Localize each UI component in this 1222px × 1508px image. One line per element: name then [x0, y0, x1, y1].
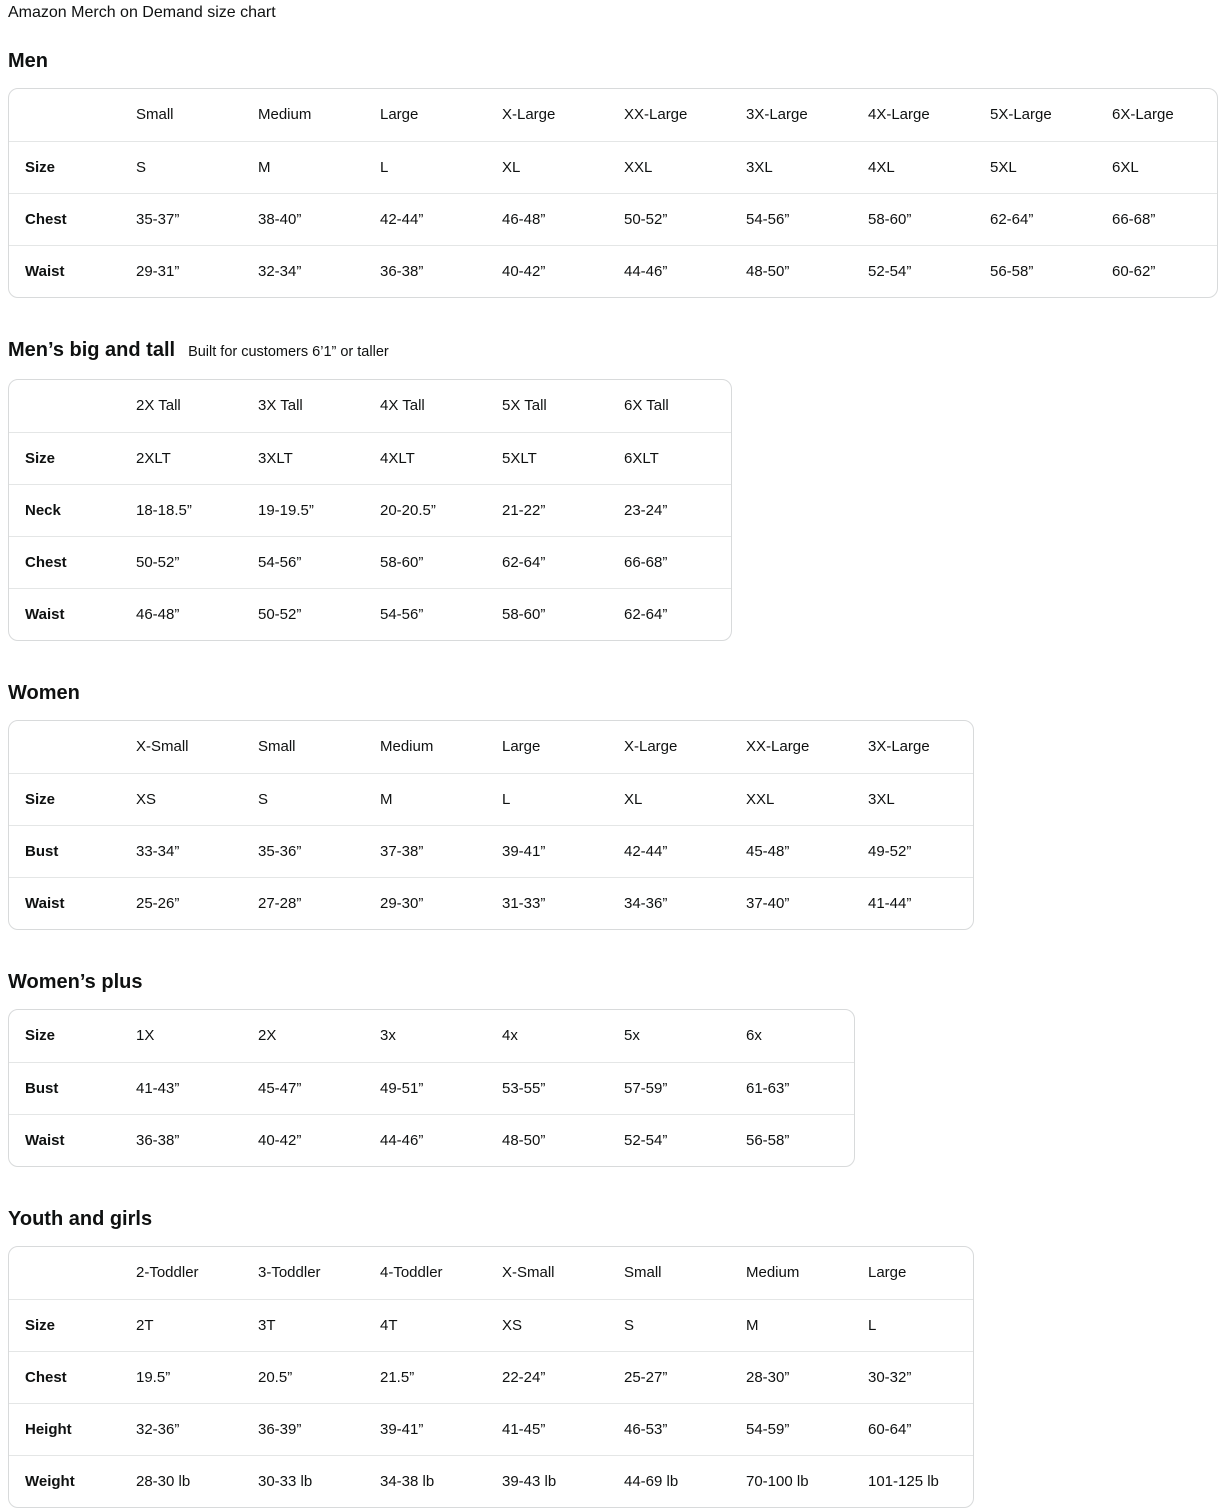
data-row — [9, 141, 1217, 193]
data-row — [9, 245, 1217, 297]
size-value: 20.5” — [258, 1351, 380, 1403]
row-label: Waist — [9, 1114, 136, 1166]
size-value: 54-56” — [258, 536, 380, 588]
size-value: 1X — [136, 1027, 155, 1045]
data-row — [9, 536, 731, 588]
column-header: Medium — [258, 106, 312, 124]
column-header: Small — [136, 106, 174, 124]
size-value: 60-62” — [1112, 245, 1217, 297]
size-value: 5x — [624, 1027, 640, 1045]
data-row — [9, 825, 973, 877]
size-value: 48-50” — [746, 245, 868, 297]
size-value: 44-46” — [624, 245, 746, 297]
size-value: 31-33” — [502, 877, 624, 929]
size-value: 41-45” — [502, 1403, 624, 1455]
header-row — [9, 380, 731, 432]
data-row — [9, 1062, 854, 1114]
size-value: 25-27” — [624, 1351, 746, 1403]
row-label: Size — [9, 432, 136, 484]
row-label: Size — [9, 141, 136, 193]
data-row — [9, 877, 973, 929]
size-value: 41-43” — [136, 1062, 258, 1114]
section-womens-plus — [8, 971, 1214, 1167]
size-value: 41-44” — [868, 877, 973, 929]
column-header: X-Large — [502, 106, 556, 124]
row-label: Size — [25, 1027, 56, 1045]
column-header: X-Small — [502, 1264, 555, 1282]
size-value: 22-24” — [502, 1351, 624, 1403]
size-value: 19-19.5” — [258, 484, 380, 536]
size-value: 45-47” — [258, 1062, 380, 1114]
row-label: Waist — [9, 588, 136, 640]
section-mens-big-and-tall — [8, 339, 1214, 641]
size-value: 29-31” — [136, 245, 258, 297]
column-header: Medium — [380, 738, 434, 756]
data-row — [9, 1114, 854, 1166]
row-label: Bust — [9, 825, 136, 877]
size-value: 46-53” — [624, 1403, 746, 1455]
size-value: 36-38” — [136, 1114, 258, 1166]
column-header: Large — [380, 106, 419, 124]
data-row — [9, 432, 731, 484]
size-value: 25-26” — [136, 877, 258, 929]
size-value: 19.5” — [136, 1351, 258, 1403]
size-value: 62-64” — [502, 536, 624, 588]
row-label: Waist — [9, 245, 136, 297]
column-header: Small — [258, 738, 296, 756]
size-value: 32-36” — [136, 1403, 258, 1455]
size-value: 3T — [258, 1299, 380, 1351]
size-value: 39-41” — [380, 1403, 502, 1455]
size-value: 36-38” — [380, 245, 502, 297]
size-value: L — [868, 1299, 973, 1351]
row-label: Bust — [9, 1062, 136, 1114]
size-value: 38-40” — [258, 193, 380, 245]
section-men — [8, 50, 1214, 298]
size-value: 3XL — [868, 773, 973, 825]
size-value: 52-54” — [868, 245, 990, 297]
size-value: 6XLT — [624, 432, 731, 484]
column-header: 3X-Large — [746, 106, 808, 124]
size-value: S — [136, 141, 258, 193]
size-value: 34-36” — [624, 877, 746, 929]
column-header: Large — [502, 738, 541, 756]
section-men-title: Men — [8, 50, 48, 72]
size-value: 4XLT — [380, 432, 502, 484]
size-value: 21-22” — [502, 484, 624, 536]
size-value: 27-28” — [258, 877, 380, 929]
data-row — [9, 1299, 973, 1351]
mens-big-and-tall-size-table — [8, 379, 732, 641]
size-value: 28-30” — [746, 1351, 868, 1403]
size-value: 30-32” — [868, 1351, 973, 1403]
corner-cell — [9, 89, 136, 141]
size-value: 52-54” — [624, 1114, 746, 1166]
size-value: 62-64” — [624, 588, 731, 640]
size-value: 54-56” — [746, 193, 868, 245]
column-header: X-Small — [136, 738, 189, 756]
size-value: L — [502, 773, 624, 825]
data-row — [9, 1403, 973, 1455]
size-value: S — [258, 773, 380, 825]
data-row — [9, 1351, 973, 1403]
size-value: 6x — [746, 1027, 762, 1045]
size-value: 39-41” — [502, 825, 624, 877]
size-value: 50-52” — [136, 536, 258, 588]
column-header: Large — [868, 1264, 907, 1282]
header-row — [9, 1247, 973, 1299]
size-value: 50-52” — [258, 588, 380, 640]
size-value: 5XL — [990, 141, 1112, 193]
column-header: Small — [624, 1264, 662, 1282]
column-header: 4-Toddler — [380, 1264, 443, 1282]
size-value: 56-58” — [746, 1114, 854, 1166]
size-value: 48-50” — [502, 1114, 624, 1166]
column-header: 6X-Large — [1112, 106, 1174, 124]
size-value: 66-68” — [624, 536, 731, 588]
data-row — [9, 193, 1217, 245]
size-value: 53-55” — [502, 1062, 624, 1114]
column-header: 3-Toddler — [258, 1264, 321, 1282]
size-value: XXL — [624, 141, 746, 193]
row-label: Chest — [9, 1351, 136, 1403]
row-label: Waist — [9, 877, 136, 929]
column-header: 3X-Large — [868, 738, 930, 756]
section-womens-plus-title: Women’s plus — [8, 971, 143, 993]
column-header: 6X Tall — [624, 397, 669, 415]
size-value: 3XLT — [258, 432, 380, 484]
section-youth-and-girls-title: Youth and girls — [8, 1208, 153, 1230]
women-size-table-grid — [9, 721, 973, 929]
size-value: 54-56” — [380, 588, 502, 640]
size-value: 58-60” — [868, 193, 990, 245]
section-women — [8, 682, 1214, 930]
section-mens-big-and-tall-heading — [8, 339, 1214, 364]
data-row — [9, 773, 973, 825]
column-header: 4X-Large — [868, 106, 930, 124]
section-mens-big-and-tall-title: Men’s big and tall — [8, 339, 176, 361]
mens-big-and-tall-size-table-grid — [9, 380, 731, 640]
size-value: 70-100 lb — [746, 1455, 868, 1507]
size-value: 35-36” — [258, 825, 380, 877]
size-value: 34-38 lb — [380, 1455, 502, 1507]
size-value: 20-20.5” — [380, 484, 502, 536]
size-value: 3XL — [746, 141, 868, 193]
header-row — [9, 89, 1217, 141]
size-value: 4T — [380, 1299, 502, 1351]
size-value: 60-64” — [868, 1403, 973, 1455]
size-value: 23-24” — [624, 484, 731, 536]
size-value: 66-68” — [1112, 193, 1217, 245]
row-label: Chest — [9, 536, 136, 588]
size-value: 45-48” — [746, 825, 868, 877]
size-value: 5XLT — [502, 432, 624, 484]
size-value: 44-69 lb — [624, 1455, 746, 1507]
column-header: 4X Tall — [380, 397, 425, 415]
corner-cell — [9, 1247, 136, 1299]
section-youth-and-girls — [8, 1208, 1214, 1508]
data-row — [9, 484, 731, 536]
section-women-title: Women — [8, 682, 80, 704]
size-value: 29-30” — [380, 877, 502, 929]
size-value: M — [258, 141, 380, 193]
size-value: M — [380, 773, 502, 825]
column-header: XX-Large — [746, 738, 810, 756]
size-value: 21.5” — [380, 1351, 502, 1403]
corner-cell — [9, 721, 136, 773]
section-youth-and-girls-heading — [8, 1208, 1214, 1231]
womens-plus-size-table-grid — [9, 1010, 854, 1166]
youth-and-girls-size-table — [8, 1246, 974, 1508]
data-row — [9, 1455, 973, 1507]
row-label: Chest — [9, 193, 136, 245]
column-header: XX-Large — [624, 106, 688, 124]
size-value: 33-34” — [136, 825, 258, 877]
womens-plus-size-table — [8, 1009, 855, 1167]
size-value: 54-59” — [746, 1403, 868, 1455]
size-value: 58-60” — [380, 536, 502, 588]
row-label: Height — [9, 1403, 136, 1455]
size-value: 35-37” — [136, 193, 258, 245]
size-value: 18-18.5” — [136, 484, 258, 536]
size-value: 62-64” — [990, 193, 1112, 245]
size-value: 49-52” — [868, 825, 973, 877]
section-womens-plus-heading — [8, 971, 1214, 994]
size-value: 2T — [136, 1299, 258, 1351]
column-header: 3X Tall — [258, 397, 303, 415]
size-value: 37-38” — [380, 825, 502, 877]
row-label: Size — [9, 773, 136, 825]
row-label: Neck — [9, 484, 136, 536]
size-value: 3x — [380, 1027, 396, 1045]
youth-and-girls-size-table-grid — [9, 1247, 973, 1507]
size-value: 4XL — [868, 141, 990, 193]
size-value: 36-39” — [258, 1403, 380, 1455]
size-value: 4x — [502, 1027, 518, 1045]
page-title: Amazon Merch on Demand size chart — [8, 4, 276, 21]
column-header: 2-Toddler — [136, 1264, 199, 1282]
size-value: 30-33 lb — [258, 1455, 380, 1507]
column-header: 5X Tall — [502, 397, 547, 415]
size-value: 2X — [258, 1027, 277, 1045]
size-value: S — [624, 1299, 746, 1351]
size-value: 101-125 lb — [868, 1455, 973, 1507]
size-value: 58-60” — [502, 588, 624, 640]
size-value: XXL — [746, 773, 868, 825]
size-value: XS — [502, 1299, 624, 1351]
men-size-table-grid — [9, 89, 1217, 297]
row-label: Size — [9, 1299, 136, 1351]
size-value: 61-63” — [746, 1062, 854, 1114]
size-value: 46-48” — [136, 588, 258, 640]
size-value: 39-43 lb — [502, 1455, 624, 1507]
header-row — [9, 721, 973, 773]
size-value: 28-30 lb — [136, 1455, 258, 1507]
column-header: 5X-Large — [990, 106, 1052, 124]
section-men-heading — [8, 50, 1214, 73]
size-value: 6XL — [1112, 141, 1217, 193]
size-value: 42-44” — [380, 193, 502, 245]
size-value: 37-40” — [746, 877, 868, 929]
size-value: L — [380, 141, 502, 193]
size-value: M — [746, 1299, 868, 1351]
size-value: 57-59” — [624, 1062, 746, 1114]
size-value: 32-34” — [258, 245, 380, 297]
size-value: XS — [136, 773, 258, 825]
data-row — [9, 588, 731, 640]
data-row — [9, 1010, 854, 1062]
size-value: 44-46” — [380, 1114, 502, 1166]
corner-cell — [9, 380, 136, 432]
column-header: 2X Tall — [136, 397, 181, 415]
column-header: Medium — [746, 1264, 800, 1282]
section-women-heading — [8, 682, 1214, 705]
size-value: 40-42” — [502, 245, 624, 297]
men-size-table — [8, 88, 1218, 298]
women-size-table — [8, 720, 974, 930]
size-value: 42-44” — [624, 825, 746, 877]
size-value: XL — [502, 141, 624, 193]
section-mens-big-and-tall-subtitle: Built for customers 6’1” or taller — [188, 344, 389, 360]
size-value: 56-58” — [990, 245, 1112, 297]
row-label: Weight — [9, 1455, 136, 1507]
size-value: 50-52” — [624, 193, 746, 245]
size-value: 49-51” — [380, 1062, 502, 1114]
size-value: 40-42” — [258, 1114, 380, 1166]
column-header: X-Large — [624, 738, 678, 756]
size-value: XL — [624, 773, 746, 825]
size-value: 2XLT — [136, 432, 258, 484]
size-value: 46-48” — [502, 193, 624, 245]
